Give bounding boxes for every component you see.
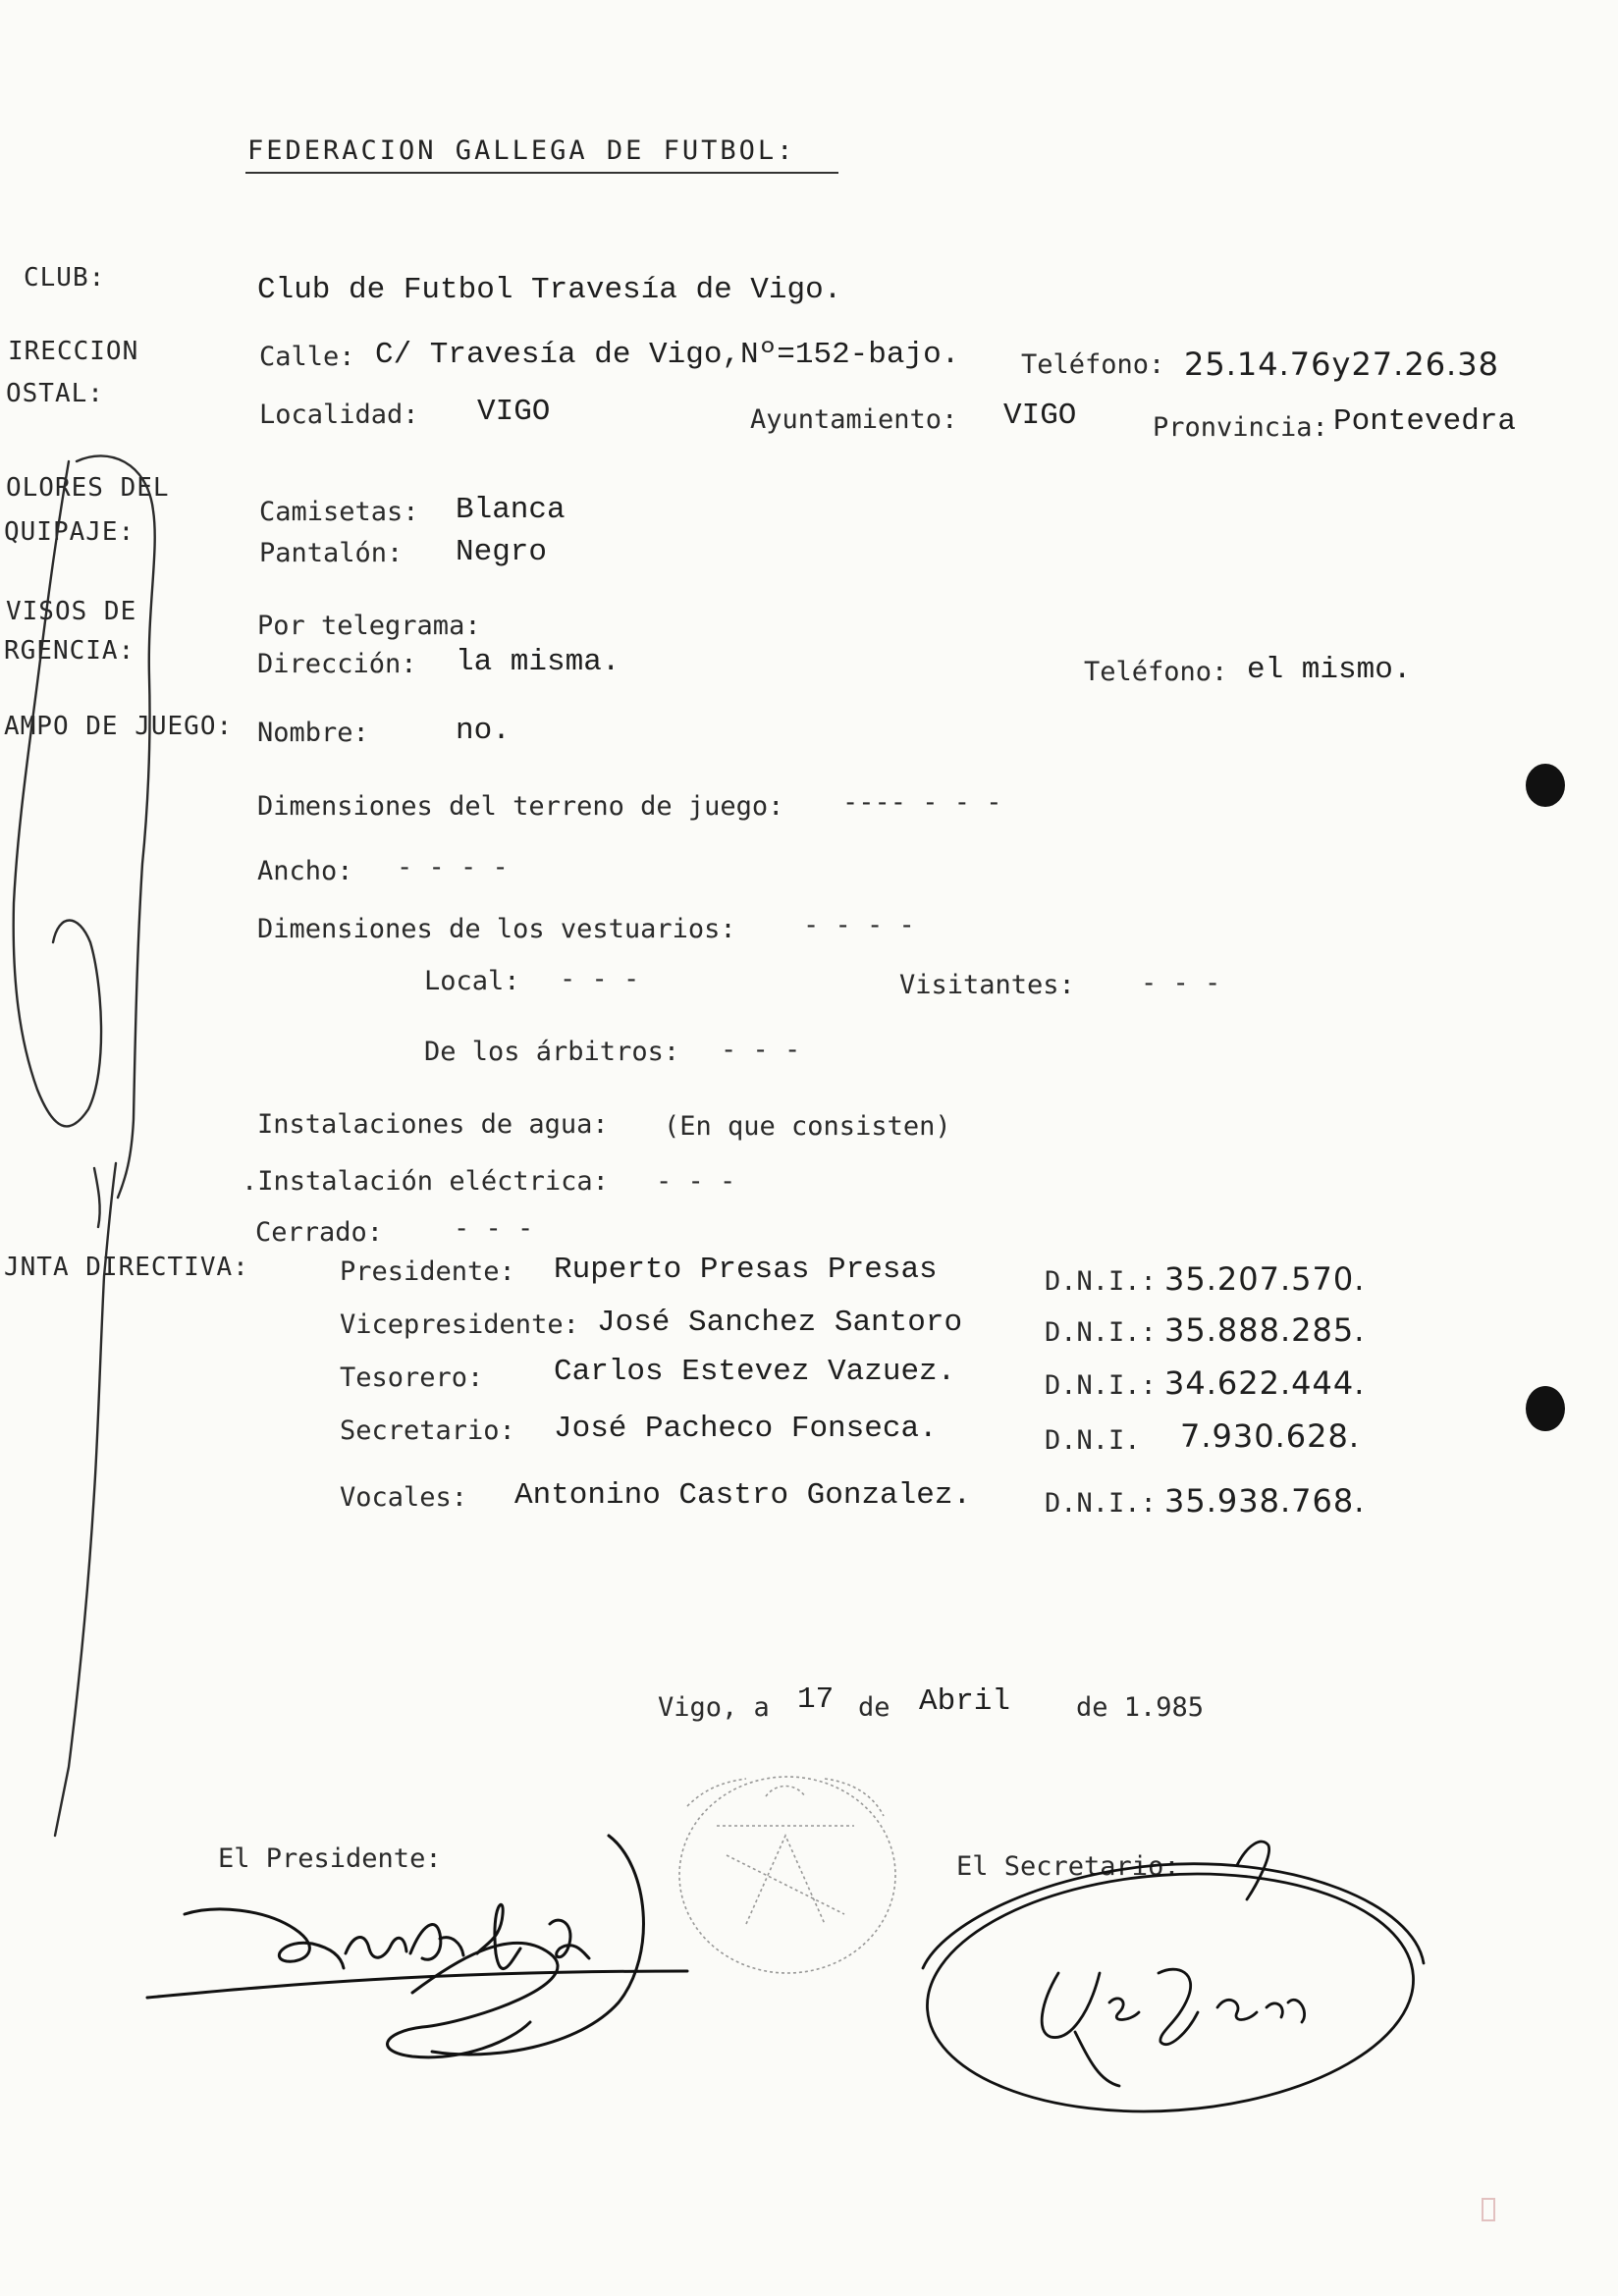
junta-dni-label: D.N.I.: [1045,1488,1157,1519]
telefono-value: 25.14.76y27.26.38 [1184,346,1499,383]
junta-name: José Pacheco Fonseca. [554,1412,938,1446]
camisetas-label: Camisetas: [259,497,419,527]
aviso-direccion-value: la misma. [456,645,620,679]
fecha-dia: 17 [797,1682,835,1717]
secretario-firma-label: El Secretario: [956,1851,1180,1882]
club-seal-stamp [679,1777,895,1973]
aviso-direccion-label: Dirección: [257,649,417,679]
arbitros-value: - - - [721,1035,801,1065]
visitantes-label: Visitantes: [899,970,1075,1000]
telegrama-label: Por telegrama: [257,611,481,641]
pantalon-value: Negro [456,535,548,569]
junta-role: Presidente: [340,1256,515,1287]
junta-dni: 34.622.444. [1164,1364,1366,1402]
agua-label: Instalaciones de agua: [257,1109,609,1140]
localidad-value: VIGO [477,395,551,429]
section-club: CLUB: [24,263,106,293]
section-direccion-2: OSTAL: [6,379,104,408]
cerrado-label: Cerrado: [255,1217,384,1248]
document-title: FEDERACION GALLEGA DE FUTBOL: [247,135,796,166]
provincia-value: Pontevedra [1333,404,1517,439]
junta-dni: 35.938.768. [1164,1482,1366,1520]
cerrado-value: - - - [454,1213,534,1244]
section-avisos-2: RGENCIA: [4,636,135,666]
junta-role: Secretario: [340,1415,515,1446]
junta-dni: 35.207.570. [1164,1260,1366,1298]
junta-role: Tesorero: [340,1362,484,1393]
ayuntamiento-label: Ayuntamiento: [750,404,958,435]
agua-value: (En que consisten) [664,1111,951,1142]
section-direccion-1: IRECCION [8,337,139,366]
fecha-anio: de 1.985 [1076,1692,1205,1723]
presidente-firma-label: El Presidente: [218,1843,442,1874]
ayuntamiento-value: VIGO [1003,399,1077,433]
telefono-label: Teléfono: [1021,349,1165,380]
nombre-value: no. [456,714,511,748]
aviso-telefono-label: Teléfono: [1084,657,1228,687]
junta-role: Vicepresidente: [340,1309,579,1340]
junta-name: Ruperto Presas Presas [554,1253,938,1287]
provincia-label: Pronvincia: [1153,412,1328,443]
ancho-value: - - - - [397,852,509,882]
arbitros-label: De los árbitros: [424,1037,680,1067]
fecha-mes: Abril [919,1684,1011,1719]
electrica-value: - - - [656,1166,736,1197]
junta-dni-label: D.N.I. [1045,1425,1141,1456]
junta-role: Vocales: [340,1482,468,1513]
localidad-label: Localidad: [259,400,419,430]
dimensiones-label: Dimensiones del terreno de juego: [257,791,784,822]
junta-dni-label: D.N.I.: [1045,1317,1157,1348]
junta-dni: 35.888.285. [1164,1311,1366,1349]
junta-name: Carlos Estevez Vazuez. [554,1355,956,1389]
calle-value: C/ Travesía de Vigo,Nº=152-bajo. [375,338,960,372]
junta-name: Antonino Castro Gonzalez. [514,1478,972,1513]
punch-hole [1526,1386,1565,1431]
nombre-label: Nombre: [257,718,369,748]
section-campo: AMPO DE JUEGO: [4,712,234,741]
junta-dni-label: D.N.I.: [1045,1370,1157,1401]
fecha-de: de [858,1692,890,1723]
vestuarios-label: Dimensiones de los vestuarios: [257,914,736,944]
local-label: Local: [424,966,520,996]
electrica-label: .Instalación eléctrica: [242,1166,609,1197]
junta-name: José Sanchez Santoro [597,1306,963,1340]
calle-label: Calle: [259,342,355,372]
vestuarios-value: - - - - [803,910,915,940]
punch-hole [1526,764,1565,807]
pantalon-label: Pantalón: [259,538,404,568]
camisetas-value: Blanca [456,493,566,527]
section-avisos-1: VISOS DE [6,597,137,626]
secretario-signature [919,1842,1424,2127]
local-value: - - - [560,964,640,994]
title-underline [245,172,838,174]
junta-dni-label: D.N.I.: [1045,1266,1157,1297]
junta-dni: 7.930.628. [1180,1417,1361,1455]
aviso-telefono-value: el mismo. [1247,653,1412,687]
section-colores-1: OLORES DEL [6,473,170,503]
faint-stamp-mark [1483,2199,1494,2220]
visitantes-value: - - - [1141,968,1221,998]
fecha-lugar: Vigo, a [658,1692,770,1723]
club-name: Club de Futbol Travesía de Vigo. [257,273,842,307]
section-junta: JNTA DIRECTIVA: [4,1253,249,1282]
ancho-label: Ancho: [257,856,353,886]
section-colores-2: QUIPAJE: [4,517,135,547]
dimensiones-value: ---- - - - [842,787,1002,818]
